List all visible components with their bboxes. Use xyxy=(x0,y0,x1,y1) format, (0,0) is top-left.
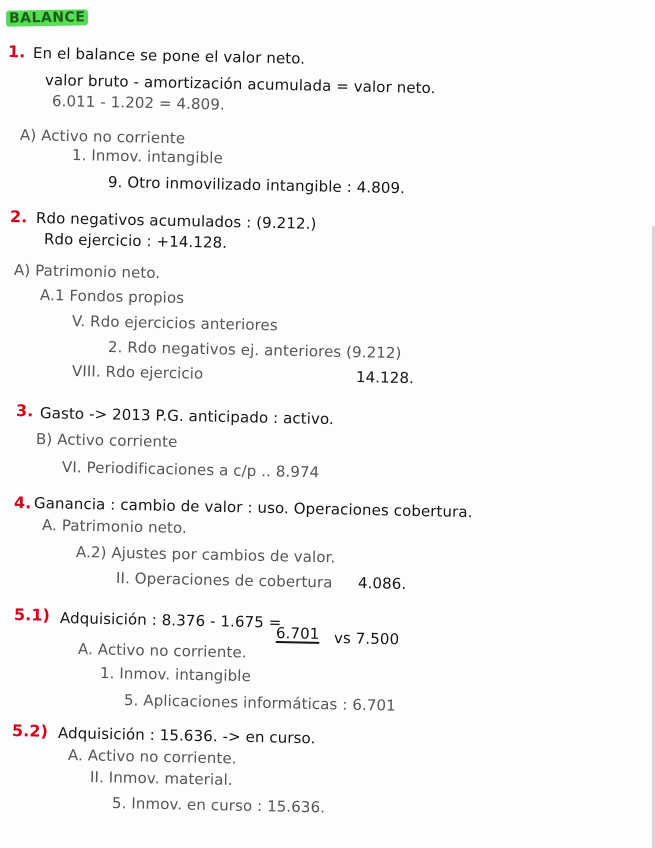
section-1-line-4: A) Activo no corriente xyxy=(19,126,186,148)
section-2-line-4: A.1 Fondos propios xyxy=(39,286,185,308)
section-5-2-line-1: Adquisición : 15.636. -> en curso. xyxy=(57,724,316,748)
section-5-1-line-4: 5. Aplicaciones informáticas : 6.701 xyxy=(123,691,396,715)
section-3-number: 3. xyxy=(15,401,34,421)
section-4-line-1: Ganancia : cambio de valor : uso. Operaciones cobertura. xyxy=(33,494,473,522)
section-2-line-8: 14.128. xyxy=(355,368,415,388)
section-1-line-1: En el balance se pone el valor neto. xyxy=(32,44,306,68)
section-1-line-5: 1. Inmov. intangible xyxy=(71,146,224,168)
section-1-number: 1. xyxy=(7,42,26,62)
section-5-1-line-3: 1. Inmov. intangible xyxy=(99,664,252,686)
section-4-line-4: II. Operaciones de cobertura xyxy=(115,569,333,592)
section-5-1-line-2: A. Activo no corriente. xyxy=(77,640,247,662)
section-1-line-3: 6.011 - 1.202 = 4.809. xyxy=(51,92,226,114)
section-2-line-2: Rdo ejercicio : +14.128. xyxy=(43,230,228,252)
section-3-line-3: VI. Periodificaciones a c/p .. 8.974 xyxy=(61,458,320,482)
section-5-2-line-4: 5. Inmov. en curso : 15.636. xyxy=(111,794,326,817)
section-2-line-6: 2. Rdo negativos ej. anteriores (9.212) xyxy=(107,338,402,363)
section-5-1-result: 6.701 xyxy=(275,624,320,643)
section-2-line-3: A) Patrimonio neto. xyxy=(13,261,161,283)
section-5-1-number: 5.1) xyxy=(13,605,51,625)
section-5-1-comparison: vs 7.500 xyxy=(333,629,400,649)
section-4-line-5: 4.086. xyxy=(357,574,407,594)
section-2-line-7: VIII. Rdo ejercicio xyxy=(71,362,204,383)
section-5-2-number: 5.2) xyxy=(11,721,49,741)
section-2-number: 2. xyxy=(9,207,28,227)
section-1-line-6: 9. Otro inmovilizado intangible : 4.809. xyxy=(107,173,406,198)
page-title: BALANCE xyxy=(6,9,89,26)
section-5-2-line-2: A. Activo no corriente. xyxy=(67,746,237,768)
section-5-1-line-1: Adquisición : 8.376 - 1.675 = xyxy=(59,609,282,632)
section-5-2-line-3: II. Inmov. material. xyxy=(89,768,233,789)
section-2-line-1: Rdo negativos acumulados : (9.212.) xyxy=(35,209,317,233)
section-3-line-2: B) Activo corriente xyxy=(35,430,178,451)
section-4-number: 4. xyxy=(13,493,32,513)
section-4-line-2: A. Patrimonio neto. xyxy=(41,516,188,538)
section-1-line-2: valor bruto - amortización acumulada = valor neto. xyxy=(44,71,436,98)
section-2-line-5: V. Rdo ejercicios anteriores xyxy=(71,312,278,335)
section-3-line-1: Gasto -> 2013 P.G. anticipado : activo. xyxy=(39,404,335,429)
section-4-line-3: A.2) Ajustes por cambios de valor. xyxy=(75,543,336,567)
